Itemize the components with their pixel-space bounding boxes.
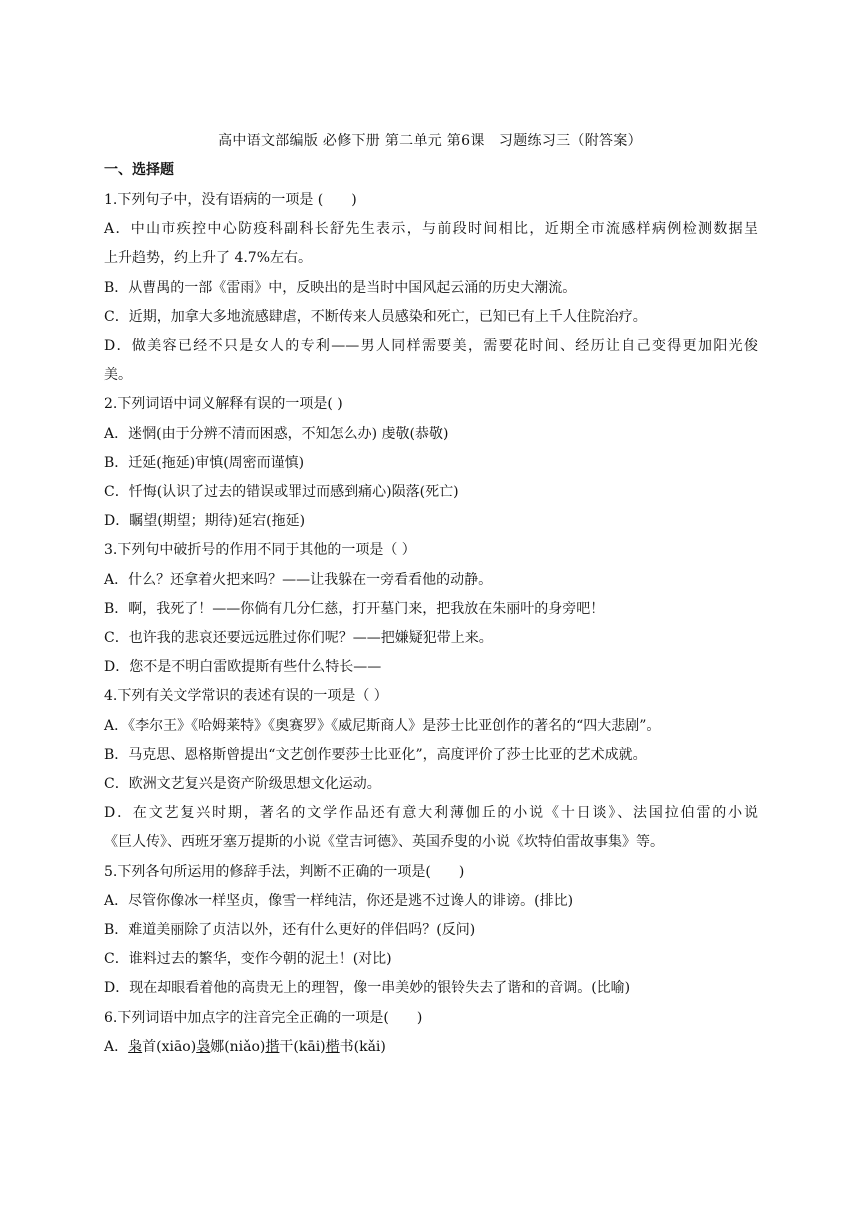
pinyin-text: 干(kāi) [279, 1038, 326, 1055]
pinyin-text: 书(kǎi) [339, 1038, 386, 1055]
question-stem: 3.下列句中破折号的作用不同于其他的一项是（ ） [104, 542, 416, 559]
question-option-line: D．做美容已经不只是女人的专利——男人同样需要美，需要花时间、经历让自己变得更加阳光俊 [104, 338, 758, 355]
pinyin-text: 首(xiāo) [142, 1038, 197, 1055]
question-option-line: B．迁延(拖延)审慎(周密而谨慎) [104, 454, 305, 471]
pinyin-text: 娜(niǎo) [210, 1038, 266, 1055]
marked-character: 枭 [128, 1038, 143, 1055]
option-letter: A． [104, 1038, 129, 1055]
question-stem: 2.下列词语中词义解释有误的一项是( ) [104, 396, 343, 413]
question-option-line: A．《李尔王》《哈姆莱特》《奥赛罗》《威尼斯商人》是莎士比亚创作的著名的“四大悲剧”。 [104, 717, 661, 734]
question-option-line: D．现在却眼看着他的高贵无上的理智，像一串美妙的银铃失去了谐和的音调。(比喻) [104, 980, 631, 997]
question-option-line: B．从曹禺的一部《雷雨》中，反映出的是当时中国风起云涌的历史大潮流。 [104, 279, 577, 296]
question-option-line: C．欧洲文艺复兴是资产阶级思想文化运动。 [104, 776, 381, 793]
question-option-line [104, 1033, 758, 1062]
question-option-line: A．尽管你像冰一样坚贞，像雪一样纯洁，你还是逃不过谗人的诽谤。(排比) [104, 892, 574, 909]
section-heading: 一、选择题 [104, 162, 174, 178]
marked-character: 揩 [265, 1038, 280, 1055]
question-option-line: B．啊，我死了！——你倘有几分仁慈，打开墓门来，把我放在朱丽叶的身旁吧！ [104, 600, 605, 617]
question-stem: 1.下列句子中，没有语病的一项是 ( ) [104, 192, 357, 208]
question-option-line: D．您不是不明白雷欧提斯有些什么特长—— [104, 659, 382, 676]
question-list [104, 186, 758, 1062]
question-option-line: B．难道美丽除了贞洁以外，还有什么更好的伴侣吗？(反问) [104, 922, 476, 939]
question-option-line: 美。 [104, 367, 132, 384]
question-option-line: A．中山市疾控中心防疫科副科长舒先生表示，与前段时间相比，近期全市流感样病例检测数据呈 [104, 221, 758, 238]
question-option-line: D．在文艺复兴时期，著名的文学作品还有意大利薄伽丘的小说《十日谈》、法国拉伯雷的小说 [104, 805, 758, 822]
question-option-line: 上升趋势，约上升了 4.7%左右。 [104, 250, 313, 267]
question-stem: 5.下列各句所运用的修辞手法，判断不正确的一项是( ) [104, 863, 465, 880]
question-option-line: 《巨人传》、西班牙塞万提斯的小说《堂吉诃德》、英国乔叟的小说《坎特伯雷故事集》等。 [104, 834, 664, 851]
question-option-line: A．迷惘(由于分辨不清而困惑，不知怎么办) 虔敬(恭敬) [104, 425, 449, 442]
document-title: 高中语文部编版 必修下册 第二单元 第6课 习题练习三（附答案） [218, 133, 642, 149]
question-option-line: C．忏悔(认识了过去的错误或罪过而感到痛心)陨落(死亡) [104, 484, 459, 501]
marked-character: 楷 [325, 1038, 340, 1055]
marked-character: 袅 [196, 1038, 211, 1055]
question-option-line: B．马克思、恩格斯曾提出“文艺创作要莎士比亚化”，高度评价了莎士比亚的艺术成就。 [104, 746, 647, 763]
question-option-line: C．近期，加拿大多地流感肆虐，不断传来人员感染和死亡，已知已有上千人住院治疗。 [104, 308, 647, 325]
question-option-line: A．什么？还拿着火把来吗？——让我躲在一旁看看他的动静。 [104, 571, 493, 588]
question-option-line: D．瞩望(期望；期待)延宕(拖延) [104, 513, 306, 530]
question-stem: 4.下列有关文学常识的表述有误的一项是（ ） [104, 688, 388, 705]
question-option-line: C．谁料过去的繁华，变作今朝的泥土！(对比) [104, 951, 392, 968]
question-option-line: C．也许我的悲哀还要远远胜过你们呢？——把嫌疑犯带上来。 [104, 630, 493, 647]
question-stem: 6.下列词语中加点字的注音完全正确的一项是( ) [104, 1009, 423, 1026]
